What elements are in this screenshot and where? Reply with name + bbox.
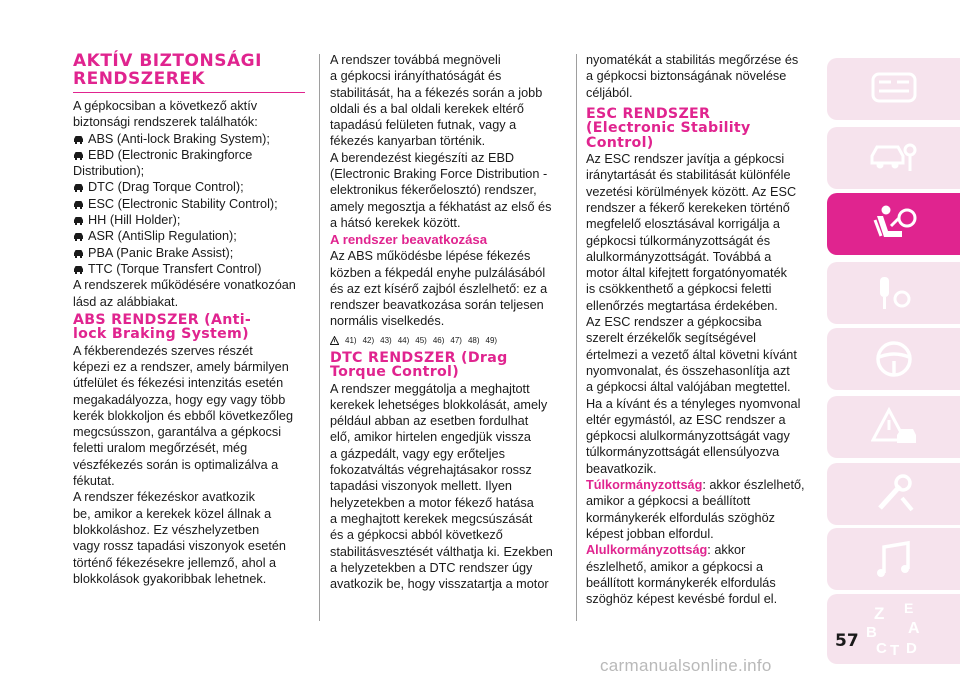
text-line: a gépkocsi által valójában megtettel. (586, 380, 791, 395)
list-item-continuation (73, 163, 311, 179)
list-item (73, 196, 311, 212)
text-line: beállított kormánykerék elfordulás (586, 575, 776, 590)
heading-line-2: RENDSZEREK (73, 69, 206, 89)
seat-airbag-icon (869, 204, 919, 244)
text-line: biztonsági rendszerek találhatók: (73, 115, 258, 130)
text-line: iránytartását és stabilitását különféle (586, 168, 791, 183)
list-item (73, 245, 311, 261)
car-bullet-icon (73, 264, 84, 275)
text-line: megfelelő elosztásával korrigálja a (586, 217, 780, 232)
warning-car-icon (871, 407, 917, 447)
list-item (73, 261, 311, 277)
text-line: Ha a kívánt és a tényleges nyomvonal (586, 396, 801, 411)
tab-dashboard[interactable] (827, 58, 960, 120)
paragraph-1 (330, 52, 568, 150)
reference-number[interactable]: 42) (362, 335, 375, 345)
list-item (73, 179, 311, 195)
car-bullet-icon (73, 150, 84, 161)
text-line: nyomatékát a stabilitás megőrzése és (586, 53, 799, 67)
text-line: a meghajtott kerekek megcsúszását (330, 511, 533, 526)
index-letter: B (865, 624, 877, 641)
text-line: A berendezést kiegészíti az EBD (330, 150, 515, 165)
page-number: 57 (835, 631, 859, 651)
car-bullet-icon (73, 199, 84, 210)
text-line: fékezés kanyarban történik. (330, 134, 486, 149)
multimedia-icon (872, 539, 916, 579)
text-line: : akkor észlelhető, (702, 478, 805, 493)
heading-rule (73, 92, 305, 93)
paragraph-2 (330, 150, 568, 231)
text-line: értelmezi a vezető által követni kívánt (586, 347, 797, 362)
text-line: szöghöz képest kevésbé fordul el. (586, 592, 778, 607)
warning-icon (330, 336, 339, 345)
text-line: : akkor (707, 543, 746, 558)
text-line: kerék blokkoljon és ebből következőleg (73, 408, 294, 423)
reference-number[interactable]: 47) (450, 335, 462, 345)
sub-heading: A rendszer beavatkozása (330, 232, 488, 248)
text-line: amely megosztja a fékhatást az első és (330, 199, 552, 214)
text-line: A rendszer fékezéskor avatkozik (73, 490, 255, 505)
text-line: szerelt érzékelők segítségével (586, 331, 756, 346)
text-line: vagy rossz tapadási viszonyok esetén (73, 539, 286, 554)
paragraph-1 (586, 52, 824, 101)
term-understeer: Alulkormányzottság (586, 543, 708, 558)
text-line: fékutat. (73, 474, 115, 489)
text-line: gépkocsi alulkormányzottságát vagy (586, 429, 790, 444)
text-line: stabilitásvesztését válthatja ki. Ezekben (330, 544, 553, 559)
text-line: képezi ez a rendszer, amely bármilyen (73, 359, 289, 374)
after-list-paragraph (73, 277, 311, 310)
text-line: (Electronic Braking Force Distribution - (330, 167, 548, 182)
text-line: helyzetekben a motor fékező hatása (330, 495, 534, 510)
heading-line-1: AKTÍV BIZTONSÁGI (73, 51, 262, 71)
reference-number[interactable]: 49) (485, 335, 498, 345)
heading-line: Torque Control) (330, 364, 459, 381)
list-item (73, 228, 311, 244)
reference-number[interactable]: 48) (467, 335, 480, 345)
text-line: avatkozik be, hogy visszatartja a motor (330, 577, 549, 592)
text-line: motor által kifejtett forgatónyomaték (586, 266, 787, 281)
tab-driving[interactable] (827, 328, 960, 390)
text-line: A rendszer meggátolja a meghajtott (330, 381, 530, 396)
text-line: a helyzetekben a DTC rendszer úgy (330, 560, 533, 575)
heading-line: Control) (586, 134, 654, 151)
abs-heading (73, 313, 311, 342)
text-line: a gépkocsi biztonságának növelése (586, 69, 787, 84)
tab-car-key[interactable] (827, 127, 960, 189)
text-line: céljából. (586, 85, 633, 100)
text-line: kerekek lehetséges blokkolását, amely (330, 397, 548, 412)
list-item-text: ABS (Anti-lock Braking System); (88, 131, 270, 146)
warning-references (330, 335, 568, 347)
index-letter: C (875, 640, 887, 657)
text-line: a gépkocsi irányíthatóságát és (330, 69, 502, 84)
list-item-text: EBD (Electronic Brakingforce (88, 147, 253, 162)
text-line: alulkormányzottságát. Továbbá a (586, 249, 772, 264)
text-line: rendszer a fékerő kerekeken történő (586, 201, 790, 215)
text-line: történő fékezésekre jellemző, ahol a (73, 555, 277, 570)
list-item (73, 131, 311, 147)
section-heading (73, 52, 311, 88)
reference-number[interactable]: 44) (397, 335, 410, 345)
text-line: stabilitását, ha a fékezés során a jobb (330, 85, 543, 100)
key-start-icon (874, 273, 914, 313)
tab-multimedia[interactable] (827, 528, 960, 590)
paragraph-3 (330, 248, 568, 329)
column-3 (586, 52, 824, 607)
tab-maintenance[interactable] (827, 463, 960, 525)
steering-wheel-icon (874, 339, 914, 379)
text-line: tapadású felületen futnak, vagy a (330, 118, 517, 133)
tools-icon (872, 474, 916, 514)
text-line: például abban az esetben fordulhat (330, 414, 529, 429)
abs-paragraph-1 (73, 343, 311, 490)
car-bullet-icon (73, 248, 84, 259)
text-line: ellenőrzés megtartása érdekében. (586, 298, 778, 313)
text-line: tapadási viszonyok mellett. Ilyen (330, 479, 512, 494)
heading-line: ESC RENDSZER (586, 105, 711, 122)
text-line: eltér egymástól, az ESC rendszer a (586, 412, 786, 427)
index-letter: E (903, 601, 913, 616)
text-line: blokkolások gyakoribbak lehetnek. (73, 571, 267, 586)
list-item-text: PBA (Panic Brake Assist); (88, 245, 234, 260)
column-divider (576, 54, 577, 621)
text-line: túlkormányzottságát ellensúlyozva (586, 445, 780, 460)
heading-line: lock Braking System) (73, 326, 249, 343)
reference-number[interactable]: 43) (380, 335, 392, 345)
intro-paragraph (73, 98, 311, 131)
column-2 (330, 52, 568, 592)
list-item-text: ASR (AntiSlip Regulation); (88, 229, 237, 244)
text-line: kormánykerék elfordulás szöghöz (586, 510, 775, 525)
text-line: Az ESC rendszer javítja a gépkocsi (586, 152, 785, 167)
text-line: feletti uralom megőrzését, még (73, 441, 248, 456)
car-bullet-icon (73, 215, 84, 226)
text-line: és a gépkocsi abból következő (330, 528, 503, 543)
text-line: észlelhető, amikor a gépkocsi a (586, 559, 764, 574)
car-bullet-icon (73, 231, 84, 242)
car-bullet-icon (73, 134, 84, 145)
paragraph-2 (586, 151, 824, 314)
tab-emergency[interactable] (827, 396, 960, 458)
understeer-paragraph (586, 542, 824, 607)
text-line: vészfékezés során is optimalizálva a (73, 457, 279, 472)
heading-line: (Electronic Stability (586, 120, 751, 137)
list-item-text: ESC (Electronic Stability Control); (88, 196, 278, 211)
text-line: amikor a gépkocsi a beállított (586, 494, 751, 509)
column-1 (73, 52, 311, 587)
heading-line: ABS RENDSZER (Anti- (73, 311, 252, 328)
text-line: lásd az alábbiakat. (73, 294, 179, 309)
index-letter: A (907, 620, 920, 637)
paragraph-4 (330, 381, 568, 593)
list-item-text: Distribution); (73, 164, 145, 179)
list-item-text: DTC (Drag Torque Control); (88, 180, 244, 195)
text-line: vezetési körülmények között. Az ESC (586, 184, 797, 199)
watermark: carmanualsonline.info (600, 656, 772, 675)
text-line: gépkocsi túlkormányzottságát és (586, 233, 771, 248)
car-key-icon (870, 141, 918, 175)
tab-index[interactable] (827, 594, 960, 664)
list-item (73, 147, 311, 163)
tab-safety[interactable] (827, 193, 960, 255)
text-line: képest jobban elfordul. (586, 526, 714, 541)
text-line: megcsússzon, garantálva a gépkocsi (73, 425, 282, 440)
column-divider (319, 54, 320, 621)
text-line: oldali és a bal oldali kerekek eltérő (330, 101, 524, 116)
text-line: és az ezt kísérő zajból észlelhető: ez a (330, 281, 548, 296)
text-line: is csökkenthető a gépkocsi feletti (586, 282, 772, 297)
index-letters-icon (864, 601, 924, 657)
index-letter: T (889, 642, 899, 657)
esc-heading (586, 107, 824, 150)
reference-number[interactable]: 45) (415, 335, 427, 345)
text-line: fokozatváltás végrehajtásakor rossz (330, 463, 532, 478)
text-line: be, amikor a kerekek közel állnak a (73, 506, 272, 521)
list-item (73, 212, 311, 228)
list-item-text: TTC (Torque Transfert Control) (88, 261, 262, 276)
dtc-heading (330, 351, 568, 380)
tab-starting[interactable] (827, 262, 960, 324)
text-line: rendszer beavatkozása során teljesen (330, 298, 544, 313)
term-oversteer: Túlkormányzottság (586, 478, 703, 493)
text-line: a gázpedált, vagy egy erőteljes (330, 446, 505, 461)
text-line: A fékberendezés szerves részét (73, 343, 253, 358)
text-line: Az ABS működésbe lépése fékezés (330, 249, 531, 264)
text-line: elektronikus fékerőelosztó) rendszer, (330, 183, 537, 198)
text-line: nyomvonalat, és összehasonlítja azt (586, 363, 790, 378)
heading-line: DTC RENDSZER (Drag (330, 349, 508, 366)
text-line: blokkoláshoz. Ez vészhelyzetben (73, 522, 260, 537)
reference-number[interactable]: 46) (432, 335, 445, 345)
reference-number[interactable]: 41) (345, 335, 357, 345)
text-line: útfelület és fékezési intenzitás esetén (73, 376, 284, 391)
index-letter: D (905, 640, 917, 657)
text-line: A gépkocsiban a következő aktív (73, 99, 258, 113)
text-line: megakadályozza, hogy egy vagy több (73, 392, 286, 407)
text-line: A rendszerek működésére vonatkozóan (73, 278, 296, 293)
abs-paragraph-2 (73, 489, 311, 587)
car-bullet-icon (73, 182, 84, 193)
text-line: Az ESC rendszer a gépkocsiba (586, 315, 762, 330)
oversteer-paragraph (586, 477, 824, 542)
paragraph-3 (586, 314, 824, 477)
index-letter: Z (873, 604, 884, 623)
text-line: A rendszer továbbá megnöveli (330, 53, 501, 67)
text-line: elő, amikor hirtelen engedjük vissza (330, 430, 531, 445)
dashboard-icon (871, 71, 917, 107)
text-line: beavatkozik. (586, 461, 657, 476)
list-item-text: HH (Hill Holder); (88, 213, 181, 228)
text-line: közben a fékpedál enyhe pulzálásából (330, 265, 546, 280)
text-line: a hátsó kerekek között. (330, 215, 461, 230)
text-line: normális viselkedés. (330, 314, 445, 329)
